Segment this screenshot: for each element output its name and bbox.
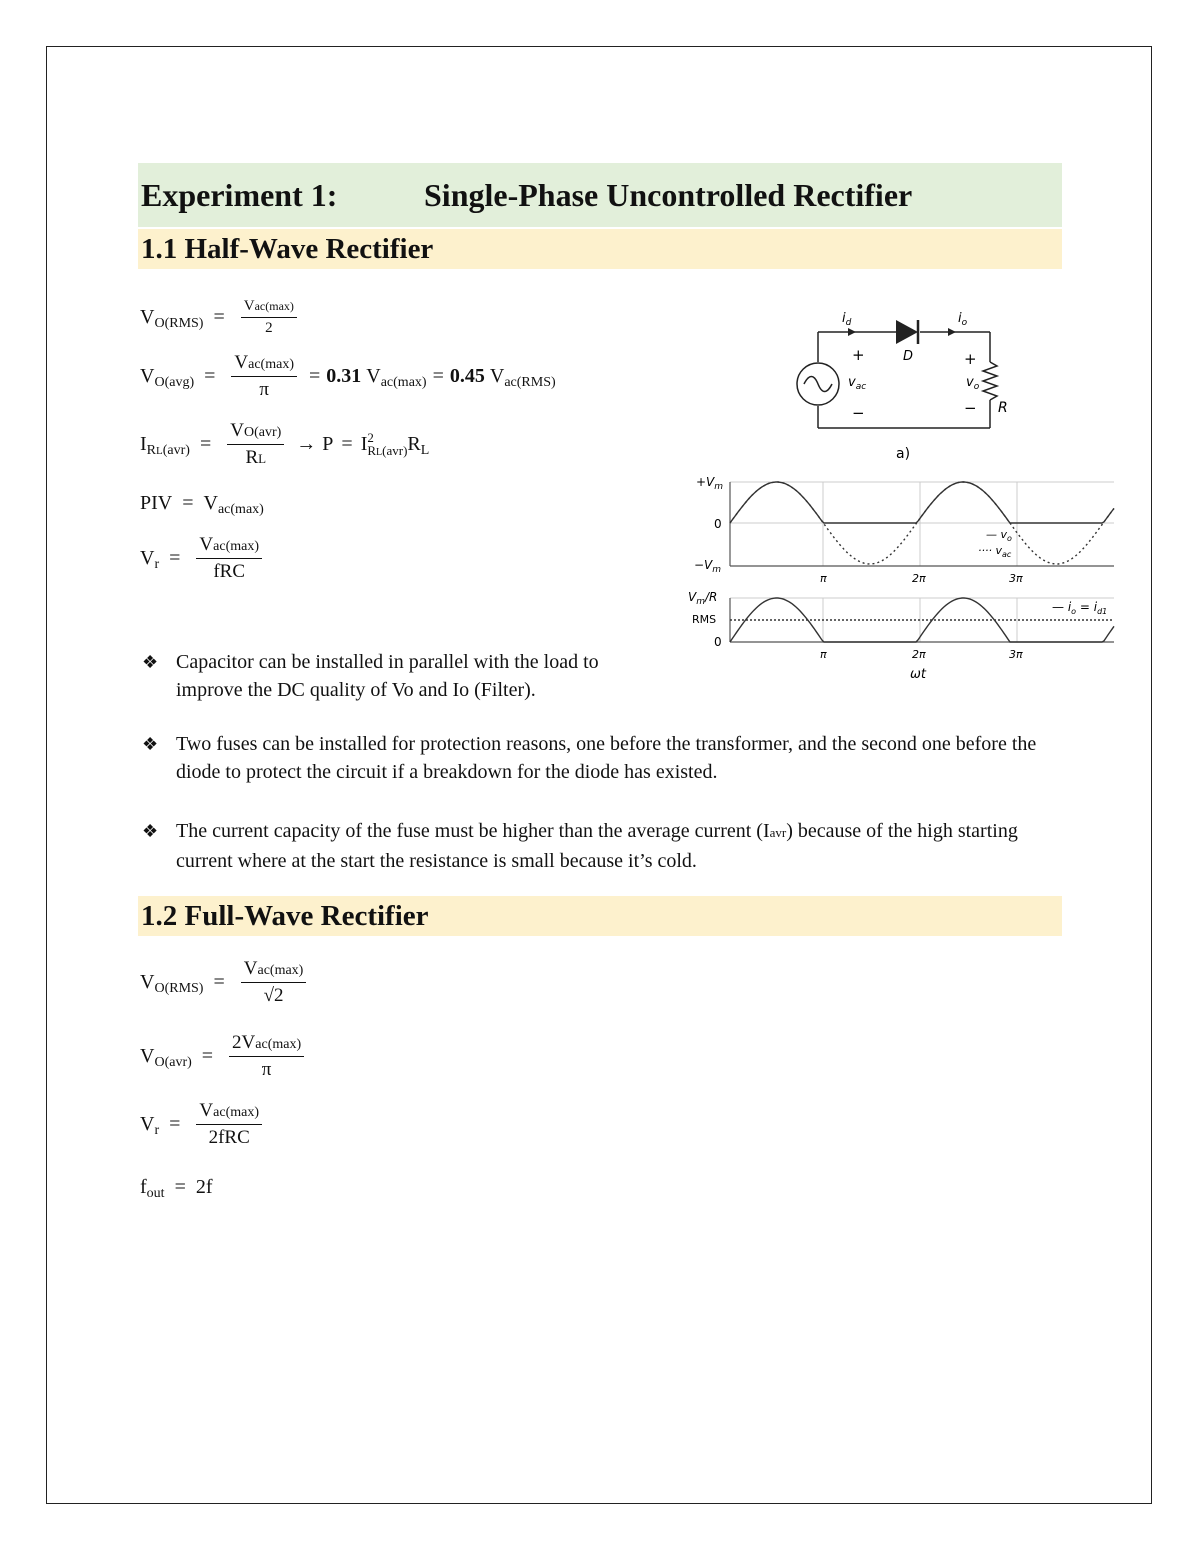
arrow-id-icon <box>848 328 856 336</box>
eq-fraction <box>196 534 262 583</box>
eq-op3: = <box>432 365 444 387</box>
eq-fraction <box>241 958 307 1007</box>
i-sub-avr: (avr) <box>382 442 408 458</box>
label-vo: $v_o$ <box>966 375 980 392</box>
label-vac: $v_{ac}$ <box>848 375 867 392</box>
num-v: V <box>199 534 214 555</box>
eq-vo-avr-full <box>140 1032 310 1081</box>
top-y-label-zero: 0 <box>714 517 722 531</box>
eq-vo-rms-half <box>140 298 303 337</box>
res-r: R <box>407 433 421 455</box>
bullet-capacitor <box>142 648 662 704</box>
eq-rhs-sub: ac(max) <box>217 501 264 517</box>
half-wave-waveforms <box>680 472 1116 690</box>
half-wave-circuit-diagram <box>780 300 1040 465</box>
res-r-sub: L <box>420 442 430 458</box>
frac-num <box>229 1032 304 1057</box>
i-subscript <box>367 444 407 459</box>
eq-op: = <box>199 433 212 455</box>
frac-den: 2fRC <box>208 1127 250 1148</box>
frac-num <box>227 420 284 445</box>
eq-lhs: I <box>140 433 147 455</box>
eq-lhs-sub: O(RMS) <box>154 315 204 331</box>
label-minus-load: − <box>964 399 977 417</box>
frac-num <box>231 352 297 377</box>
diode-symbol <box>896 320 918 344</box>
experiment-title <box>138 163 1062 227</box>
sub-l: L <box>156 444 163 457</box>
label-diode: D <box>903 349 914 364</box>
eq-fraction <box>227 420 284 469</box>
eq-irl-avr <box>140 420 429 469</box>
eq-lhs: V <box>140 365 155 387</box>
eq-op: = <box>182 492 194 514</box>
label-r: R <box>998 400 1008 416</box>
num-2v: 2V <box>232 1032 256 1053</box>
section-heading-full-wave <box>138 896 1062 936</box>
eq-rhs: V <box>203 492 218 514</box>
section-2-heading: 1.2 Full-Wave Rectifier <box>141 899 429 932</box>
bullet-text-b: ) because of the high starting current where at the start the resistance is small because it’s cold. <box>176 820 1018 872</box>
label-io: $i_o$ <box>958 311 968 328</box>
label-id: $i_d$ <box>842 311 852 328</box>
frac-den: fRC <box>213 561 246 582</box>
arrow-symbol: → <box>296 433 317 455</box>
eq-v2-sub: ac(RMS) <box>504 374 556 390</box>
eq-lhs: V <box>140 1045 155 1067</box>
eq-op: = <box>169 1113 181 1135</box>
top-x-tick-2pi: 2π <box>912 572 926 585</box>
coef-045: 0.45 <box>449 365 485 387</box>
bullet-text-a: The current capacity of the fuse must be higher than the average current (I <box>176 820 770 842</box>
den-r: R <box>245 447 259 468</box>
top-y-label-neg-vm: $-V_m$ <box>694 558 722 575</box>
sup-2: 2 <box>367 429 374 445</box>
label-minus-source: − <box>852 404 865 422</box>
num-sub: ac(max) <box>255 1037 302 1052</box>
section-heading-half-wave <box>138 229 1062 269</box>
legend-vac: ···· $v_{ac}$ <box>978 544 1012 559</box>
power-p: P <box>322 433 334 455</box>
top-y-label-vm: $+V_m$ <box>696 475 724 492</box>
frac-den: π <box>261 1059 272 1080</box>
section-1-heading: 1.1 Half-Wave Rectifier <box>141 232 434 265</box>
title-left: Experiment 1: <box>141 176 338 213</box>
eq-fraction <box>231 352 297 401</box>
eq-op: = <box>201 1045 214 1067</box>
eq-op: = <box>204 365 216 387</box>
num-sub: ac(max) <box>254 299 294 313</box>
circuit-caption: a) <box>896 446 911 462</box>
bottom-y-label-vm-r: $V_m/R$ <box>688 590 718 607</box>
bullet-fuses <box>142 730 1062 786</box>
num-sub: O(avr) <box>243 425 282 440</box>
eq-lhs: V <box>140 547 155 569</box>
num-v: V <box>199 1100 214 1121</box>
bullet-text <box>176 817 1062 875</box>
eq-fraction <box>229 1032 304 1081</box>
current-i-scripts <box>367 431 407 459</box>
i-sub-l: L <box>376 446 383 458</box>
bottom-x-tick-3pi: 3π <box>1009 648 1023 661</box>
eq-op2: = <box>341 433 353 455</box>
eq-op2: = <box>308 365 321 387</box>
eq-v2: V <box>489 365 505 387</box>
label-plus-load: + <box>964 350 977 368</box>
eq-vo-rms-full <box>140 958 312 1007</box>
eq-lhs-sub: r <box>154 556 160 572</box>
frac-den: π <box>259 379 269 400</box>
num-sub: ac(max) <box>257 963 304 978</box>
x-axis-label-wt: ωt <box>910 667 926 682</box>
frac-num <box>241 298 297 318</box>
eq-v1-sub: ac(max) <box>380 374 427 390</box>
num-v: V <box>243 298 255 314</box>
eq-fraction <box>241 298 297 337</box>
num-sub: ac(max) <box>213 1105 259 1120</box>
sub-avr: (avr) <box>162 442 190 458</box>
current-i: I <box>360 433 368 455</box>
eq-lhs-sub: O(avg) <box>154 374 195 390</box>
num-sub: ac(max) <box>248 357 294 372</box>
frac-den <box>245 445 266 469</box>
coef-031: 0.31 <box>326 365 362 387</box>
bottom-x-tick-2pi: 2π <box>912 648 926 661</box>
bullet-mark-icon: ❖ <box>142 821 159 841</box>
num-v: V <box>243 958 258 979</box>
arrow-io-icon <box>948 328 956 336</box>
frac-den: √2 <box>263 985 284 1006</box>
eq-lhs-sub <box>147 443 190 459</box>
eq-vr-half <box>140 534 268 583</box>
eq-lhs-sub: O(RMS) <box>154 980 204 996</box>
eq-op: = <box>213 306 225 328</box>
bullet-mark-icon: ❖ <box>142 734 159 754</box>
eq-lhs: V <box>140 971 155 993</box>
legend-vo: — $v_o$ <box>986 528 1012 543</box>
eq-lhs: f <box>140 1176 147 1198</box>
den-sub: L <box>258 451 267 466</box>
eq-vo-avg-half <box>140 352 556 401</box>
eq-fout <box>140 1176 213 1199</box>
eq-rhs: 2f <box>195 1176 213 1198</box>
title-right: Single-Phase Uncontrolled Rectifier <box>424 176 913 213</box>
eq-op: = <box>174 1176 186 1198</box>
bottom-y-label-rms: RMS <box>692 613 717 626</box>
eq-op: = <box>169 547 181 569</box>
i-sub-r: R <box>367 442 377 458</box>
top-x-tick-3pi: 3π <box>1009 572 1023 585</box>
eq-lhs: PIV <box>140 492 173 514</box>
eq-vr-full <box>140 1100 268 1149</box>
eq-fraction <box>196 1100 262 1149</box>
bottom-y-label-zero: 0 <box>714 635 722 649</box>
eq-lhs: V <box>140 1113 155 1135</box>
vo-waveform <box>730 482 1114 523</box>
eq-lhs-sub: O(avr) <box>154 1054 192 1070</box>
bullet-text: Capacitor can be installed in parallel with the load to improve the DC quality of Vo and Io (Filter). <box>176 651 599 701</box>
frac-num <box>196 534 262 559</box>
sub-r: R <box>146 442 157 458</box>
eq-lhs-sub: r <box>154 1122 160 1138</box>
eq-op: = <box>213 971 225 993</box>
frac-num <box>196 1100 262 1125</box>
eq-piv <box>140 492 264 515</box>
num-v: V <box>234 352 249 373</box>
bullet-text: Two fuses can be installed for protection reasons, one before the transformer, and the second one before the diode to protect the circuit if a breakdown for the diode has existed. <box>176 733 1037 783</box>
frac-num <box>241 958 307 983</box>
eq-lhs-sub: out <box>146 1185 165 1201</box>
legend-io-id: — $i_o = i_{d1}$ <box>1052 600 1108 616</box>
frac-den: 2 <box>265 320 273 336</box>
bullet-text-sub: avr <box>769 825 787 840</box>
bullet-fuse-capacity <box>142 817 1062 875</box>
label-plus-source: + <box>852 346 865 364</box>
bottom-x-tick-pi: π <box>820 648 827 661</box>
eq-v1: V <box>366 365 381 387</box>
bullet-mark-icon: ❖ <box>142 652 159 672</box>
num-sub: ac(max) <box>213 539 259 554</box>
top-x-tick-pi: π <box>820 572 827 585</box>
eq-lhs: V <box>140 306 155 328</box>
num-v: V <box>230 420 244 441</box>
top-plot-grid <box>730 482 1114 566</box>
